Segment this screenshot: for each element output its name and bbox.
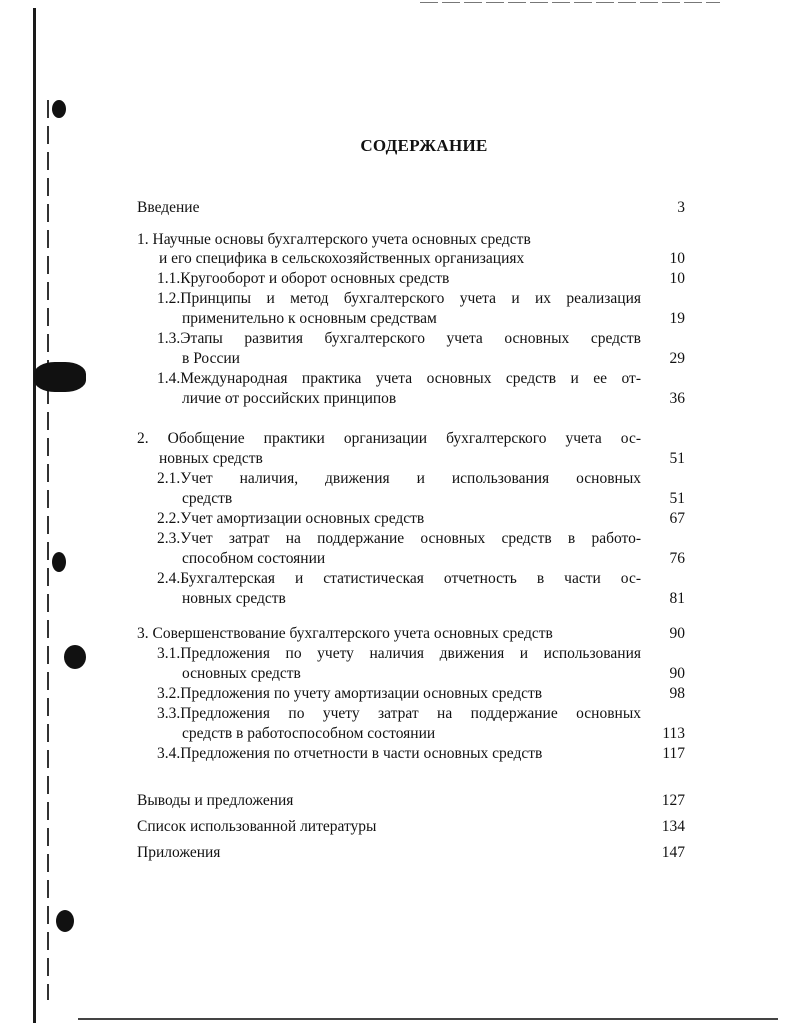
toc-entry-page: 113 [662, 725, 685, 742]
toc-entry [137, 369, 685, 389]
toc-entry-page: 76 [669, 550, 685, 567]
toc-entry [137, 704, 685, 724]
toc-entry-title: новных средств [159, 450, 263, 467]
toc-entry [137, 269, 685, 289]
toc-entry-page: 81 [669, 590, 685, 607]
toc-entry-page: 147 [661, 844, 685, 861]
toc-entry-title: 1.3.Этапы развития бухгалтерского учета основных средств [157, 330, 641, 347]
toc-entry-page: 51 [669, 490, 685, 507]
toc-entry [137, 843, 685, 863]
toc-entry-title: 3.4.Предложения по отчетности в части основных средств [157, 745, 543, 762]
toc-entry-title: 1.2.Принципы и метод бухгалтерского учета и их реализация [157, 290, 641, 307]
toc-entry-page: 10 [669, 270, 685, 287]
toc-entry-title: 1.4.Международная практика учета основных средств и ее от- [157, 370, 641, 387]
toc-entry-title: основных средств [182, 665, 301, 682]
toc-entry-title: личие от российских принципов [182, 390, 397, 407]
toc-entry [137, 624, 685, 644]
toc-entry [137, 724, 685, 744]
toc-entry-title: Приложения [137, 844, 221, 861]
toc-entry-title: Введение [137, 199, 200, 216]
toc-entry-page: 51 [669, 450, 685, 467]
toc-entry-title: Выводы и предложения [137, 792, 294, 809]
toc-entry [137, 329, 685, 349]
scan-bottom-line [78, 1018, 778, 1020]
toc-entry [137, 449, 685, 469]
toc-entry-title: средств в работоспособном состоянии [182, 725, 436, 742]
scan-left-edge-inner [47, 100, 49, 1000]
toc-entry [137, 230, 685, 250]
toc-entry [137, 791, 685, 811]
toc-entry [137, 389, 685, 409]
toc-entry [137, 509, 685, 529]
toc-entry-title: способном состоянии [182, 550, 326, 567]
toc-entry-page: 98 [669, 685, 685, 702]
toc-entry-title: 2.2.Учет амортизации основных средств [157, 510, 425, 527]
toc-entry-title: 2.4.Бухгалтерская и статистическая отчетность в части ос- [157, 570, 641, 587]
toc-entry-title: применительно к основным средствам [182, 310, 437, 327]
toc-entry [137, 569, 685, 589]
toc-entry [137, 198, 685, 218]
toc-entry [137, 489, 685, 509]
toc-entry-title: в России [182, 350, 240, 367]
toc-entry [137, 549, 685, 569]
toc-entry [137, 684, 685, 704]
toc-entry-title: и его специфика в сельскохозяйственных организациях [159, 250, 525, 267]
toc-entry-title: 3.1.Предложения по учету наличия движения и использования [157, 645, 641, 662]
toc-entry [137, 529, 685, 549]
toc-entry-page: 90 [669, 665, 685, 682]
toc-entry [137, 249, 685, 269]
toc-entry-title: 3.3.Предложения по учету затрат на поддержание основных [157, 705, 641, 722]
toc-entry-page: 117 [662, 745, 685, 762]
toc-entry [137, 469, 685, 489]
toc-entry [137, 744, 685, 764]
toc-entry-title: 1. Научные основы бухгалтерского учета основных средств [137, 231, 531, 248]
toc-entry-title: Список использованной литературы [137, 818, 377, 835]
toc-entry-title: 3. Совершенствование бухгалтерского учета основных средств [137, 625, 553, 642]
scan-left-edge [33, 8, 36, 1023]
toc-entry-page: 10 [669, 250, 685, 267]
toc-entry-page: 67 [669, 510, 685, 527]
toc-entry-title: 1.1.Кругооборот и оборот основных средств [157, 270, 450, 287]
scan-blot [64, 645, 86, 669]
toc-entry-title: 2. Обобщение практики организации бухгалтерского учета ос- [137, 430, 641, 447]
toc-entry [137, 589, 685, 609]
toc-entry-page: 127 [661, 792, 685, 809]
toc-entry-page: 90 [669, 625, 685, 642]
toc-entry-title: 3.2.Предложения по учету амортизации основных средств [157, 685, 543, 702]
scan-blot [56, 910, 74, 932]
toc-entry-title: новных средств [182, 590, 286, 607]
toc-entry-page: 29 [669, 350, 685, 367]
page-title: СОДЕРЖАНИЕ [360, 136, 488, 155]
scan-blot [52, 552, 66, 572]
scan-blot [34, 362, 86, 392]
toc-entry-page: 19 [669, 310, 685, 327]
toc-entry-page: 36 [669, 390, 685, 407]
toc-entry-title: 2.1.Учет наличия, движения и использования основных [157, 470, 641, 487]
toc-entry-page: 3 [677, 199, 685, 216]
toc-entry [137, 289, 685, 309]
toc-entry [137, 664, 685, 684]
scan-top-line [420, 2, 720, 3]
toc-entry [137, 644, 685, 664]
toc-entry-title: 2.3.Учет затрат на поддержание основных средств в работо- [157, 530, 641, 547]
toc-entry [137, 817, 685, 837]
toc-entry-title: средств [182, 490, 233, 507]
toc-entry [137, 349, 685, 369]
toc-entry [137, 429, 685, 449]
toc-entry-page: 134 [661, 818, 685, 835]
scan-blot [52, 100, 66, 118]
toc-entry [137, 309, 685, 329]
